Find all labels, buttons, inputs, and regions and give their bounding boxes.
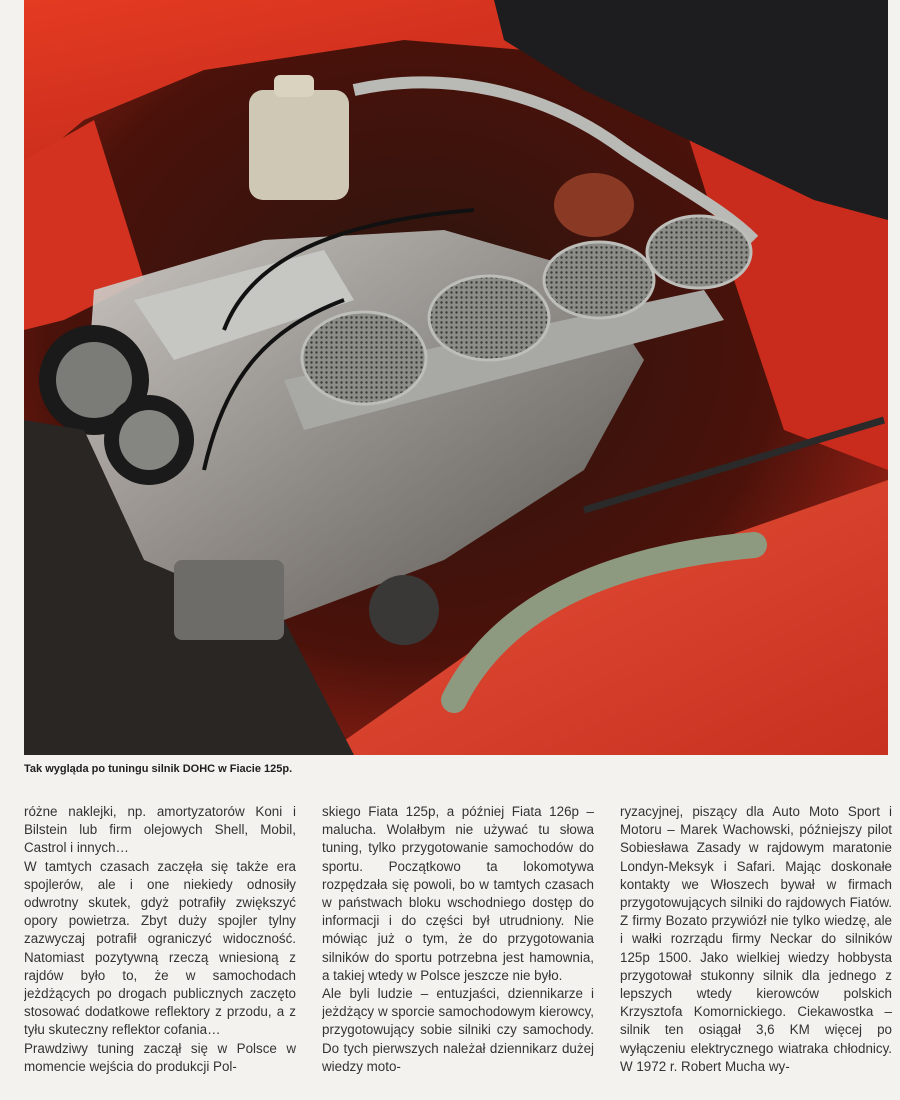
paragraph: Ale byli ludzie – entuzjaści, dziennikarze i jeżdżący w sporcie samochodowym kierowcy, przygotowujący sobie silniki czy samochody. Do tych pierwszych należał dziennikarz dużej wiedzy moto- (322, 986, 594, 1074)
photo-caption: Tak wygląda po tuningu silnik DOHC w Fiacie 125p. (24, 763, 293, 775)
paragraph: ryzacyjnej, piszący dla Auto Moto Sport i Motoru – Marek Wachowski, późniejszy pilot Sobiesława Zasady w rajdowym maratonie Londyn-Meksyk i Safari. Mając doskonałe kontakty we Włoszech bywał w firmach przygotowujących silniki do rajdowych Fiatów. Z firmy Bozato przywiózł nie tylko wiedzę, ale i wałki rozrządu firmy Neckar do silników 125p 1500. Jako wielkiej wiedzy hobbysta przygotował stukonny silnik dla jednego z lepszych wtedy kierowców polskich Krzysztofa Komornickiego. Ciekawostka – silnik ten osiągał 3,6 KM więcej po wyłączeniu elektrycznego wiatraka chłodnicy. W 1972 r. Robert Mucha wy- (620, 804, 892, 1074)
engine-bay-illustration (24, 0, 888, 755)
paragraph: W tamtych czasach zaczęła się także era spojlerów, ale i one niekiedy odnosiły odwrotny skutek, gdyż potrafiły zwiększyć opory powietrza. Zbyt duży spojler tylny zazwyczaj potrafił ograniczyć widoczność. Natomiast pozytywną rzeczą wniesioną z rajdów było to, że w samochodach jeżdżących po drogach publicznych zaczęto stosować dodatkowe reflektory z przodu, a z tyłu skuteczny reflektor cofania… (24, 858, 296, 1038)
paragraph: różne naklejki, np. amortyzatorów Koni i Bilstein lub firm olejowych Shell, Mobil, Castrol i innych… (24, 804, 296, 856)
text-column-2 (322, 803, 594, 1098)
paragraph: Prawdziwy tuning zaczął się w Polsce w momencie wejścia do produkcji Pol- (24, 1040, 296, 1074)
engine-photo (24, 0, 888, 755)
text-column-3 (620, 803, 892, 1098)
paragraph: skiego Fiata 125p, a później Fiata 126p – malucha. Wolałbym nie używać tu słowa tuning, tylko przygotowanie samochodów do sportu. Początkowo ta lokomotywa rozpędzała się powoli, bo w tamtych czasach w państwach bloku wschodniego dostęp do informacji i do części był utrudniony. Nie mówiąc już o tym, że do przygotowania silników do sportu potrzebna jest hamownia, a takiej wtedy w Polsce jeszcze nie było. (322, 804, 594, 983)
article-body (24, 803, 892, 1098)
text-column-1 (24, 803, 296, 1098)
